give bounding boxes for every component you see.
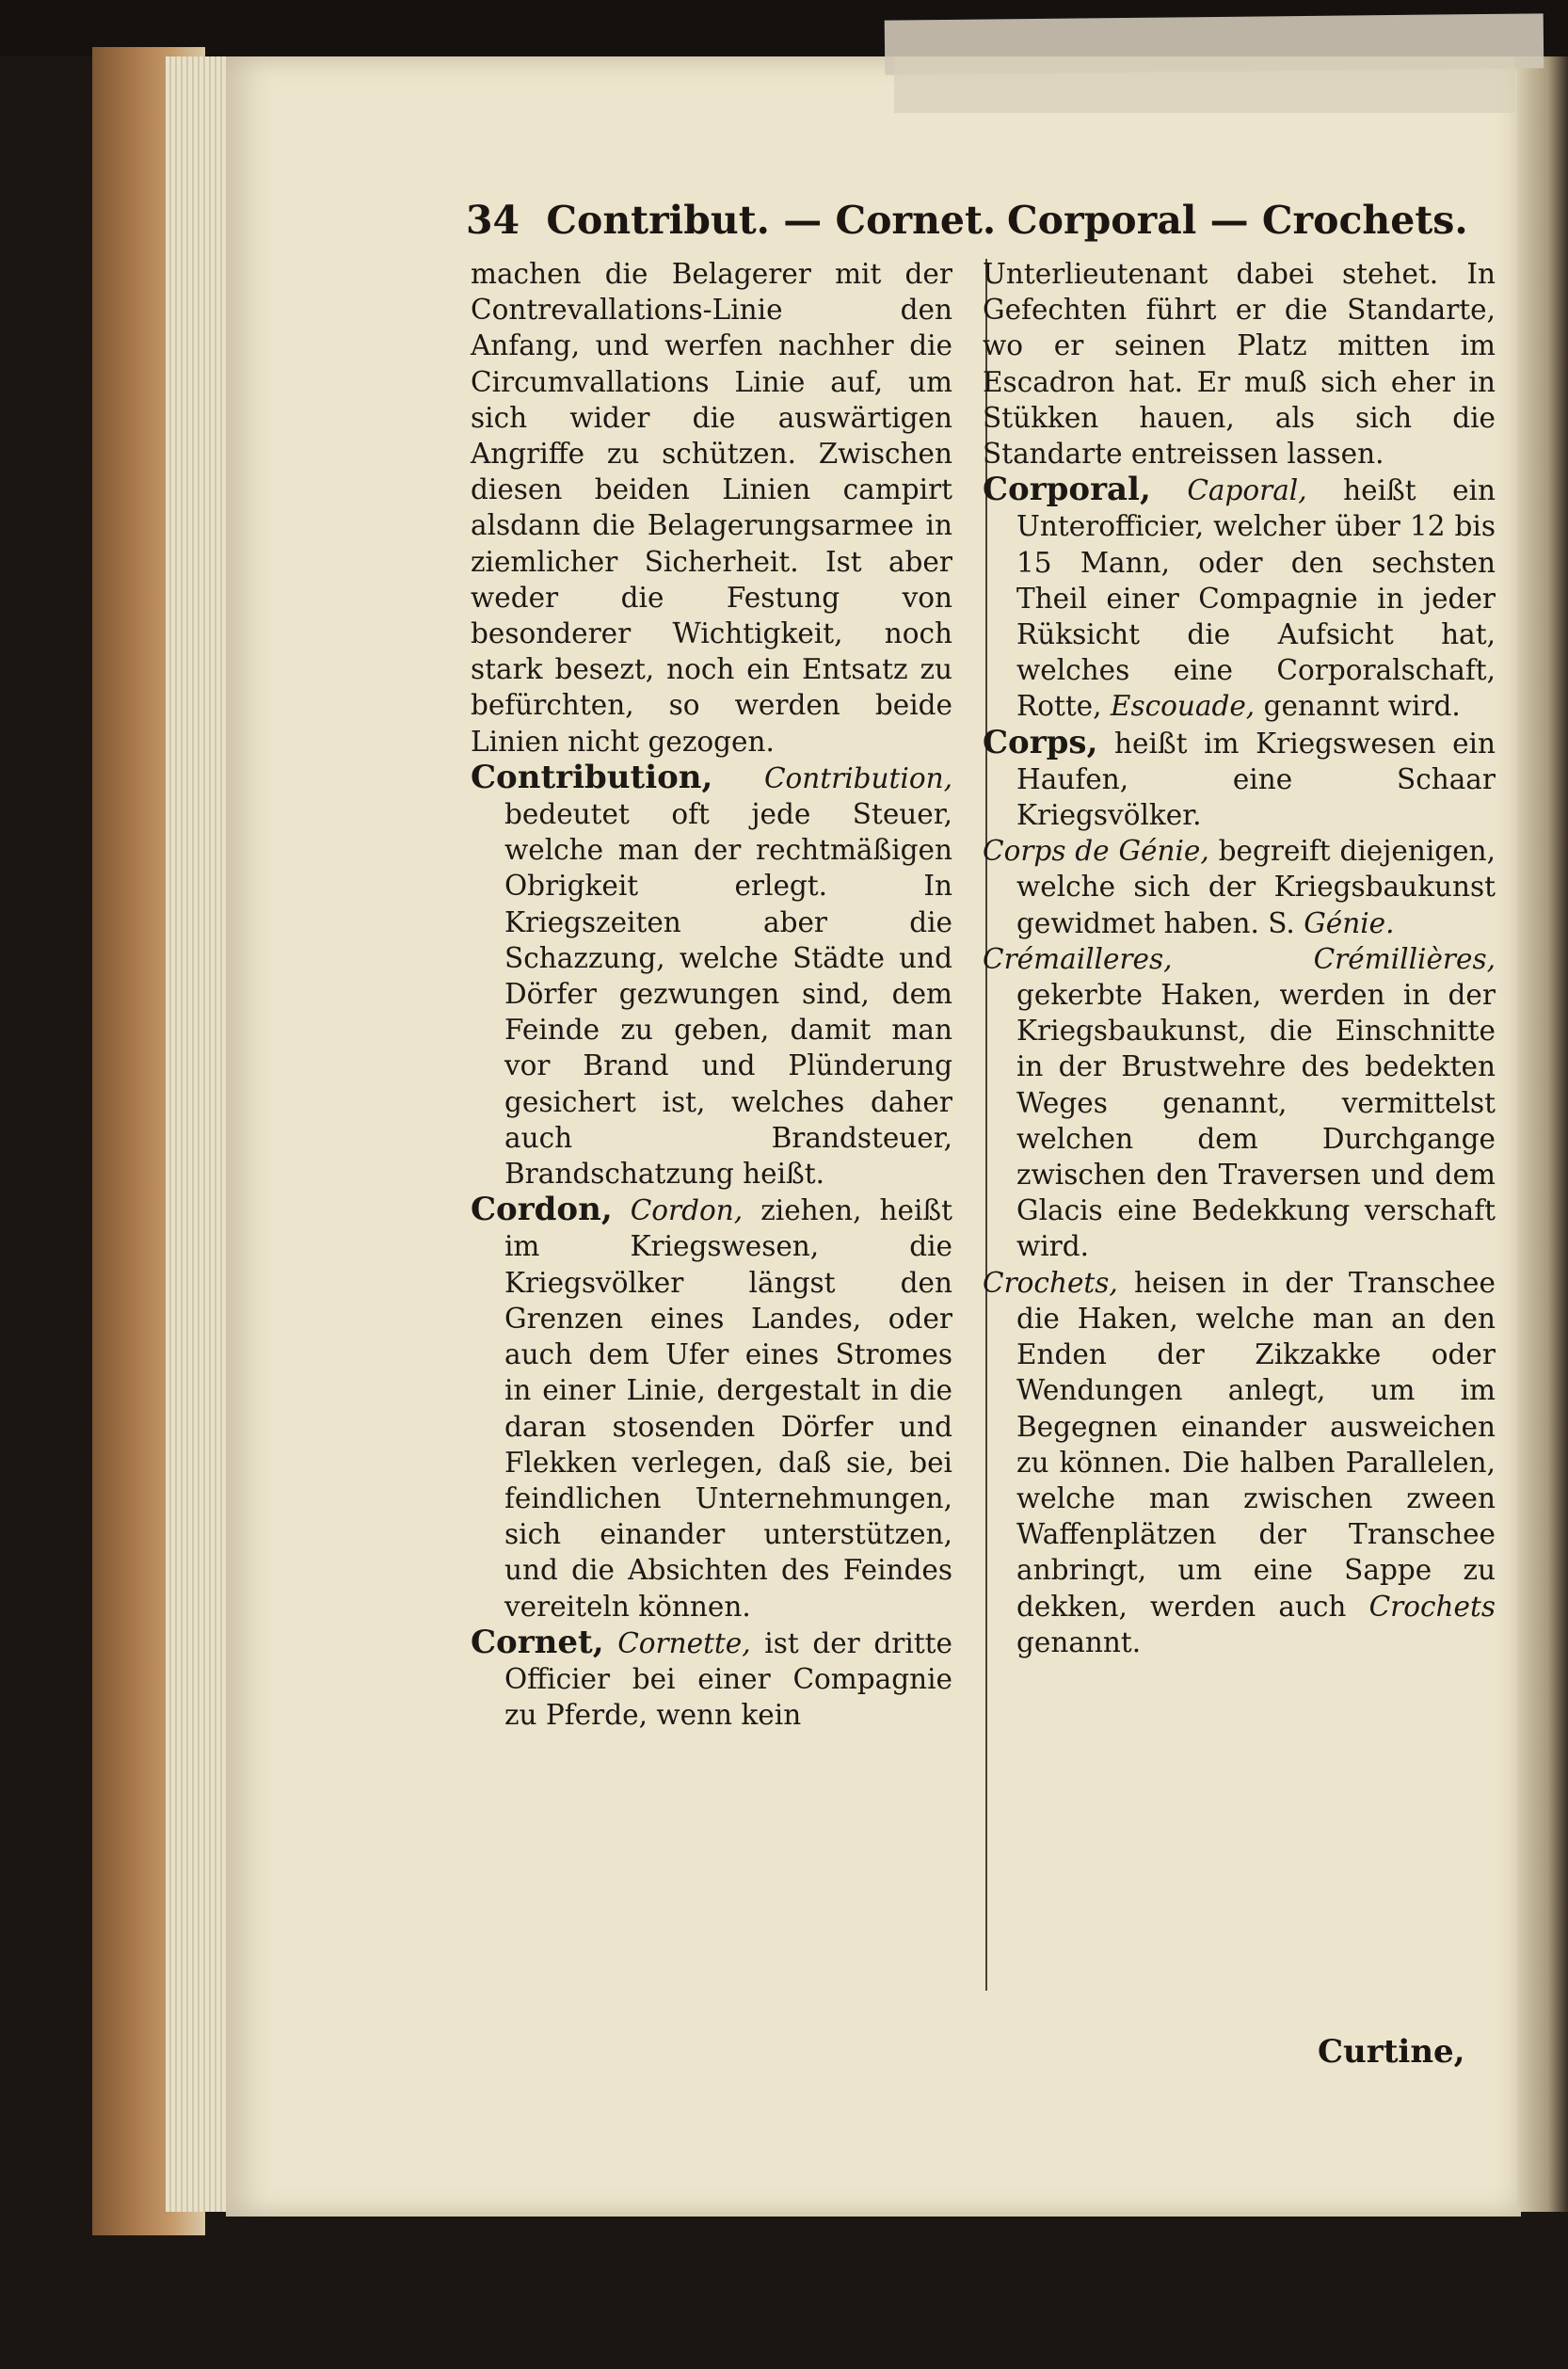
- entry-cremailleres: [983, 941, 1496, 1265]
- page-edges: [166, 56, 232, 2212]
- entry-text: ziehen, heißt im Kriegswesen, die Kriegsvölker längst den Grenzen eines Landes, oder auch dem Ufer eines Stromes in einer Linie, dergestalt in die daran stosenden Dörfer und Flekken verlegen, daß sie, bei feindlichen Unternehmungen, sich einander unterstützen, und die Absichten des Feindes vereiteln können.: [504, 1194, 952, 1623]
- entry-text-2: genannt.: [1016, 1625, 1142, 1658]
- entry-text: heißt ein Unterofficier, welcher über 12 bis 15 Mann, oder den sechsten Theil einer Compagnie in jeder Rüksicht die Aufsicht hat, welches eine Corporalschaft, Rotte,: [1016, 474, 1496, 723]
- french-term: Contribution,: [763, 761, 952, 794]
- continued-paragraph: Unterlieutenant dabei stehet. In Gefechten führt er die Standarte, wo er seinen Platz mitten im Escadron hat. Er muß sich eher in Stükken hauen, als sich die Standarte entreissen lassen.: [983, 258, 1496, 471]
- entry-text: heisen in der Transchee die Haken, welche man an den Enden der Zikzakke oder Wendungen anlegt, um im Begegnen einander ausweichen zu können. Die halben Parallelen, welche man zwischen zween Waffenplätzen der Transchee anbringt, um eine Sappe zu dekken, werden auch: [1016, 1266, 1496, 1623]
- french-term-2: Crochets: [1368, 1590, 1496, 1623]
- left-column: [471, 256, 952, 1733]
- entry-text-2: genannt wird.: [1263, 690, 1461, 723]
- running-header-right: Corporal — Crochets.: [1007, 198, 1468, 243]
- lemma: Cornet,: [471, 1623, 604, 1661]
- french-term: Cornette,: [617, 1626, 751, 1659]
- french-term: Corps de Génie,: [983, 835, 1209, 868]
- french-term: Cordon,: [630, 1194, 744, 1227]
- paper-stain: [894, 56, 1515, 113]
- entry-text: heißt im Kriegswesen ein Haufen, eine Schaar Kriegsvölker.: [1016, 727, 1496, 832]
- entry-corps: [983, 725, 1496, 834]
- header-left-text: Contribut. — Cornet.: [546, 198, 997, 243]
- entry-contribution: [471, 760, 952, 1192]
- catchword: Curtine,: [1318, 2033, 1465, 2071]
- entry-cordon: [471, 1192, 952, 1624]
- entry-corps-de-genie: [983, 833, 1496, 941]
- french-term: Crochets,: [983, 1266, 1118, 1299]
- lemma: Corporal,: [983, 471, 1151, 509]
- lemma: Corps,: [983, 723, 1098, 761]
- entry-text: bedeutet oft jede Steuer, welche man der rechtmäßigen Obrigkeit erlegt. In Kriegszeiten aber die Schazzung, welche Städte und Dörfer gezwungen sind, dem Feinde zu geben, damit man vor Brand und Plünderung gesichert ist, welches daher auch Brandsteuer, Brandschatzung heißt.: [504, 798, 952, 1191]
- entry-text: begreift diejenigen, welche sich der Kriegsbaukunst gewidmet haben. S.: [1016, 835, 1496, 939]
- right-column: [983, 256, 1496, 1660]
- entry-text: ist der dritte Officier bei einer Compagnie zu Pferde, wenn kein: [504, 1626, 952, 1732]
- french-term: Caporal,: [1187, 474, 1307, 507]
- entry-cornet: [471, 1625, 952, 1734]
- continued-paragraph: machen die Belagerer mit der Contrevallations-Linie den Anfang, und werfen nachher die Circumvallations Linie auf, um sich wider die auswärtigen Angriffe zu schützen. Zwischen diesen beiden Linien campirt alsdann die Belagerungsarmee in ziemlicher Sicherheit. Ist aber weder die Festung von besonderer Wichtigkeit, noch stark besezt, noch ein Entsatz zu befürchten, so werden beide Linien nicht gezogen.: [471, 258, 952, 758]
- french-term: Crémailleres, Crémillières,: [983, 942, 1496, 975]
- entry-text: gekerbte Haken, werden in der Kriegsbaukunst, die Einschnitte in der Brustwehre des bedekten Weges genannt, vermittelst welchen dem Durchgange zwischen den Traversen und dem Glacis eine Bedekkung verschaft wird.: [1016, 979, 1496, 1263]
- french-term-2: Escouade,: [1110, 690, 1256, 723]
- page-number: 34: [466, 198, 520, 243]
- entry-crochets: [983, 1265, 1496, 1660]
- lemma: Contribution,: [471, 758, 713, 796]
- lemma: Cordon,: [471, 1191, 613, 1229]
- cross-reference: Génie.: [1304, 906, 1395, 939]
- entry-corporal: [983, 472, 1496, 724]
- running-header-left: [466, 198, 996, 243]
- right-page-edge: [1517, 56, 1568, 2212]
